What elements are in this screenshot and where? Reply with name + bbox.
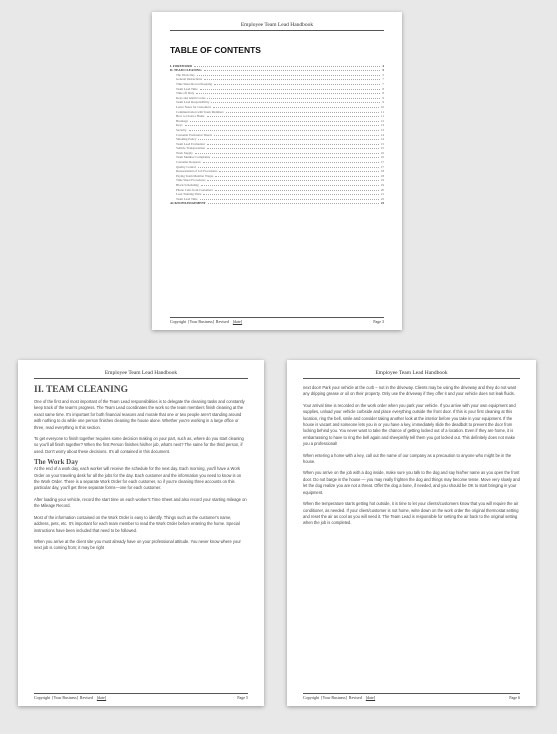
toc-entry-label: Leave Notes for Customers bbox=[176, 104, 211, 109]
toc-entry-page: 14 bbox=[380, 137, 384, 142]
page-body bbox=[303, 385, 520, 527]
toc-entry-page: 9 bbox=[382, 100, 384, 105]
toc-entry-label: Customer Preference Sheets bbox=[176, 132, 212, 137]
toc-entry-page: 23 bbox=[380, 201, 384, 206]
subsection-body bbox=[34, 466, 248, 551]
toc-leader-dots bbox=[207, 180, 378, 181]
toc-entry-page: 4 bbox=[382, 63, 384, 68]
toc-leader-dots bbox=[214, 135, 379, 136]
document-page-continued bbox=[287, 360, 536, 706]
toc-entry-label: The Work Day bbox=[176, 72, 195, 77]
toc-entry-page: 14 bbox=[380, 132, 384, 137]
page-header: Employee Team Lead Handbook bbox=[34, 370, 248, 379]
toc-entry-label: Phone Calls from Customers bbox=[176, 187, 213, 192]
toc-leader-dots bbox=[197, 75, 381, 76]
paragraph: Your arrival time is recorded on the work order when you park your vehicle. If you arrive with your own equipment and supplies, unload your vehicle curbside and place everything outside the front door. If this is your first cleaning at this location, ring the bell, smile and consider taking another look at the interior before you take in your equipment. If the house is vacant and someone lets you in or you have a key, immediately slide the deadbolt to prevent the door from locking behind you. You never want to take the chance of getting locked out of a location. Even if they are home, it is embarrassing to have to ring the bell again and sheepishly tell them you got locked out. This definitely does not make you a professional! bbox=[303, 402, 516, 447]
toc-entry-page: 11 bbox=[380, 109, 384, 114]
toc-leader-dots bbox=[207, 98, 380, 99]
toc-leader-dots bbox=[200, 199, 379, 200]
paragraph: When the temperature starts getting hot outside, it is time to let your clients/customers know that you will require the air conditioner, as needed. If your client/customer is not home, write down on the work order the original thermostat setting and reset the air as cool as you will need it. The Team Lead is responsible for setting the air back to the original setting when the job is completed. bbox=[303, 501, 519, 526]
toc-entry[interactable] bbox=[170, 201, 384, 206]
toc-entry-page: 17 bbox=[380, 164, 384, 169]
toc-entry-label: ACKNOWLEDGEMENT bbox=[170, 201, 206, 206]
paragraph: When you arrive on the job with a dog inside, make sure you talk to the dog and say his/her name as you open the front door. Do not barge in the house — you may really frighten the dog and things may become tense. Move very slowly and let the dog realize you are not a threat. Offer the dog a bone, if needed, and you should be OK to start bringing in your equipment. bbox=[303, 470, 520, 495]
paragraph: When entering a home with a key, call out the name of our company as a precaution to anyone who might be in the house. bbox=[303, 452, 512, 465]
toc-leader-dots bbox=[211, 102, 380, 103]
toc-leader-dots bbox=[195, 153, 379, 154]
toc-entry-label: Keys bbox=[176, 123, 183, 128]
toc-entry-page: 15 bbox=[380, 146, 384, 151]
page-footer bbox=[34, 693, 248, 700]
toc-entry-page: 8 bbox=[382, 86, 384, 91]
toc-leader-dots bbox=[226, 112, 379, 113]
document-page-team-cleaning bbox=[18, 360, 264, 706]
toc-entry-label: Team Lead Evaluation bbox=[176, 141, 205, 146]
toc-entry-label: Paying Team Member Wages bbox=[176, 173, 214, 178]
paragraph: To get everyone to finish together requires some decision making on your part, such as, where do you start cleaning so you'll all finish together? When the first Person finishes his/her job, what's next? The same for the third person, if used. Don't worry about these decisions. It's all contained in this document. bbox=[34, 436, 244, 454]
paragraph: Most of the information contained on the Work Order is easy to identify. Things such as the customer's name, address, pets, etc. It's important for each team member to read the Work Order before entering the home. Special instructions have been included that need to be followed. bbox=[34, 514, 240, 533]
toc-entry-label: Time off Duty bbox=[176, 91, 195, 96]
paragraph: next door! Park your vehicle at the curb – not in the driveway. Clients may be using the driveway and they do not want any dripping grease or oil on their property. Only use the driveway if they offer it and your vehicle does not leak fluids. bbox=[303, 385, 517, 397]
subheading: The Work Day bbox=[34, 458, 79, 467]
toc-leader-dots bbox=[204, 70, 381, 71]
paragraph: After loading your vehicle, record the start time on each worker's Time Sheet and also record your starting mileage on the Mileage Record. bbox=[34, 496, 247, 509]
toc-entry-page: 7 bbox=[382, 77, 384, 82]
toc-entry-page: 19 bbox=[380, 178, 384, 183]
toc-leader-dots bbox=[207, 144, 379, 145]
toc-leader-dots bbox=[198, 167, 379, 168]
toc-entry-label: I. FOREWORD bbox=[170, 63, 192, 68]
toc-leader-dots bbox=[219, 171, 378, 172]
toc-entry-page: 9 bbox=[382, 95, 384, 100]
toc-leader-dots bbox=[214, 84, 380, 85]
footer-date: [date] bbox=[365, 695, 376, 700]
toc-entry-page: 20 bbox=[380, 187, 384, 192]
toc-leader-dots bbox=[204, 79, 380, 80]
toc-entry-page: 13 bbox=[380, 123, 384, 128]
toc-leader-dots bbox=[215, 176, 378, 177]
toc-entry-label: Communication with Team Members bbox=[176, 109, 224, 114]
page-header: Employee Team Lead Handbook bbox=[170, 22, 384, 31]
toc-entry-label: Lead Training Time bbox=[176, 192, 202, 197]
toc-leader-dots bbox=[185, 125, 379, 126]
toc-leader-dots bbox=[190, 121, 379, 122]
page-header: Employee Team Lead Handbook bbox=[303, 370, 520, 379]
paragraph: When you arrive at the client site you must already have on your professional attitude. You never know where your next job is coming from; it may be right bbox=[34, 538, 241, 551]
toc-entry-page: 15 bbox=[380, 141, 384, 146]
footer-copyright: Copyright [Your Business] Revised bbox=[170, 319, 229, 324]
footer-copyright: Copyright [Your Business] Revised bbox=[303, 695, 362, 700]
toc-leader-dots bbox=[194, 66, 380, 67]
toc-entry-label: Quality Control bbox=[176, 164, 197, 169]
toc-entry-page: 8 bbox=[382, 91, 384, 96]
toc-entry-label: II. TEAM CLEANING bbox=[170, 68, 202, 73]
toc-leader-dots bbox=[207, 116, 379, 117]
toc-entry-label: Block Scheduling bbox=[176, 183, 199, 188]
toc-entry-label: Team Lead Time bbox=[176, 86, 198, 91]
toc-leader-dots bbox=[203, 162, 379, 163]
toc-entry-page: 5 bbox=[382, 72, 384, 77]
toc-entry-page: 16 bbox=[380, 155, 384, 160]
toc-leader-dots bbox=[189, 130, 379, 131]
toc-entry-page: 10 bbox=[380, 104, 384, 109]
toc-entry-label: Security bbox=[176, 127, 187, 132]
document-page-toc bbox=[152, 12, 402, 330]
toc-entry-label: Time Sheet Procedures bbox=[176, 178, 206, 183]
footer-date: [date] bbox=[96, 695, 107, 700]
toc-entry-page: 17 bbox=[380, 160, 384, 165]
toc-leader-dots bbox=[207, 148, 379, 149]
toc-leader-dots bbox=[212, 157, 379, 158]
toc-entry-label: How to Clean a Home bbox=[176, 114, 205, 119]
toc-entry-page: 16 bbox=[380, 150, 384, 155]
toc-entry-page: 21 bbox=[380, 192, 384, 197]
toc-leader-dots bbox=[198, 139, 378, 140]
page-footer bbox=[303, 693, 520, 700]
toc-entry-label: Keys and Alarm Codes bbox=[176, 95, 206, 100]
footer-date: [date] bbox=[232, 319, 243, 324]
page-number: Page 3 bbox=[373, 319, 384, 324]
toc-entry-page: 5 bbox=[382, 68, 384, 73]
toc-leader-dots bbox=[208, 203, 379, 204]
page-number: Page 6 bbox=[509, 695, 520, 700]
toc-entry-label: Work Supply bbox=[176, 150, 193, 155]
toc-list bbox=[170, 63, 384, 205]
toc-entry-label: Smoking Policy bbox=[176, 137, 197, 142]
page-number: Page 5 bbox=[237, 695, 248, 700]
paragraph: At the end of a work day, each worker will receive the schedule for the next day. Each morning, you'll have a Work Order on your traveling desk for all the jobs for the day. Each customer and the information you need to know is on the Work Order. There is a separate Work Order for each customer, so if you're cleaning three accounts on this particular day, you'll get three separate forms—one for each customer. bbox=[34, 466, 242, 491]
toc-entry-label: Vehicle Transportation bbox=[176, 146, 205, 151]
toc-entry-page: 19 bbox=[380, 183, 384, 188]
toc-entry-label: Team Lead Time bbox=[176, 196, 198, 201]
toc-entry-page: 13 bbox=[380, 127, 384, 132]
toc-entry-label: General Instructions bbox=[176, 77, 202, 82]
toc-entry-label: Breakage bbox=[176, 118, 189, 123]
section-title: II. TEAM CLEANING bbox=[34, 385, 129, 395]
toc-entry-label: Time Sheet Record Keeping bbox=[176, 81, 213, 86]
toc-leader-dots bbox=[215, 190, 379, 191]
toc-leader-dots bbox=[196, 93, 380, 94]
toc-entry-page: 7 bbox=[382, 81, 384, 86]
toc-entry-page: 18 bbox=[380, 173, 384, 178]
toc-leader-dots bbox=[213, 107, 379, 108]
toc-leader-dots bbox=[201, 185, 379, 186]
section-body bbox=[34, 399, 248, 455]
toc-entry-page: 22 bbox=[380, 196, 384, 201]
toc-entry-page: 11 bbox=[380, 114, 384, 119]
toc-entry-label: Team Member Complaints bbox=[176, 155, 211, 160]
paragraph: One of the first and most important of the Team Lead responsibilities is to delegate the cleaning tasks and constantly keep track of the team's progress. The Team Lead coordinates the work so the team members finish cleaning at the exact same time. It's important for both financial reasons and morale that one or two people aren't standing around with nothing to do while one person finishes cleaning the house alone. Whether you're working in a large office or three, read everything in this section. bbox=[34, 399, 245, 430]
toc-entry-page: 12 bbox=[380, 118, 384, 123]
toc-entry-page: 18 bbox=[380, 169, 384, 174]
toc-leader-dots bbox=[203, 194, 378, 195]
page-footer bbox=[170, 317, 384, 324]
toc-title: TABLE OF CONTENTS bbox=[170, 45, 261, 55]
footer-copyright: Copyright [Your Business] Revised bbox=[34, 695, 93, 700]
toc-entry-label: Customer Requests bbox=[176, 160, 201, 165]
toc-entry-label: Reassessment of Job Procedures bbox=[176, 169, 218, 174]
toc-leader-dots bbox=[200, 89, 381, 90]
toc-entry-label: Team Lead Responsibility bbox=[176, 100, 210, 105]
